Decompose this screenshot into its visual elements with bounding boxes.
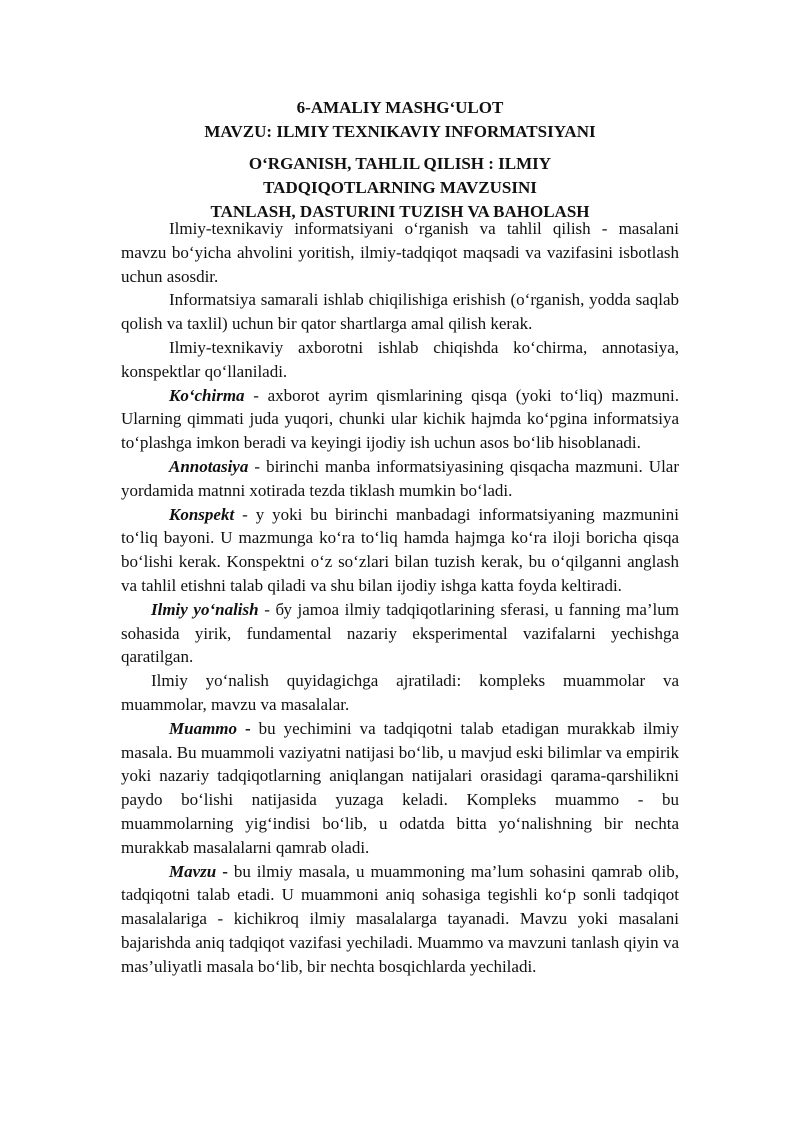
term-mavzu: Mavzu (169, 861, 217, 881)
paragraph-text: Informatsiya samarali ishlab chiqilishiga erishish (o‘rganish, yodda saqlab qolish va taxlil) uchun bir qator shartlarga amal qilish kerak. (121, 290, 679, 334)
topic-title-line-3: TADQIQOTLARNING MAVZUSINI (263, 178, 537, 197)
term-dash: - (234, 504, 256, 524)
paragraph-text: bu yechimini va tadqiqotni talab etadigan murakkab ilmiy masala. Bu muammoli vaziyatni natijasi bo‘lib, u mavjud eski bilimlar va empirik yoki nazariy tadqiqotlarning aniqlangan natijalari orasidagi qarama-qarshilikni paydo bo‘lishi natijasida yuzaga keladi. Kompleks muammo - bu muammolarning yig‘indisi bo‘lib, u odatda bitta yo‘nalishning bir nechta murakkab masalalarni qamrab oladi. (121, 718, 679, 857)
paragraph-text: birinchi manba informatsiyasining qisqacha mazmuni. Ular yordamida matnni xotirada tezda tiklash mumkin bo‘ladi. (121, 456, 679, 500)
paragraph-text: у yoki bu birinchi manbadagi informatsiyaning mazmunini to‘liq bayoni. U mazmunga ko‘ra to‘liq hamda hajmga ko‘ra iloji boricha qisqa bo‘lishi kerak. Konspektni o‘z so‘zlari bilan tuzish kerak, bu o‘qilganni anglash va tahlil etishni talab qiladi va shu bilan ijodiy ishga katta foyda keltiradi. (121, 504, 679, 595)
topic-title-line-1: MAVZU: ILMIY TEXNIKAVIY INFORMATSIYANI (204, 122, 596, 141)
paragraph-text: бу jamoa ilmiy tadqiqotlarining sferasi, u fanning ma’lum sohasida yirik, fundamental nazariy eksperimental vazifalarni yechishga qaratilgan. (121, 599, 680, 667)
paragraph-text: Ilmiy-texnikaviy informatsiyani o‘rganish va tahlil qilish - masalani mavzu bo‘yicha ahvolini yoritish, ilmiy-tadqiqot maqsadi va vazifasini isbotlash uchun asosdir. (121, 219, 679, 286)
paragraph-muammo (121, 717, 679, 860)
term-dash: - (237, 718, 259, 738)
term-dash: - (216, 861, 234, 881)
term-dash: - (258, 599, 276, 619)
paragraph-3 (121, 336, 679, 384)
document-body (121, 217, 679, 979)
paragraph-mavzu (121, 860, 679, 979)
paragraph-kochirma (121, 384, 679, 455)
paragraph-annotasiya (121, 455, 679, 503)
paragraph-ilmiy-yonalish (121, 598, 679, 669)
paragraph-8 (121, 669, 679, 717)
lesson-title: 6-AMALIY MASHG‘ULOT (296, 98, 504, 117)
paragraph-text: Ilmiy yo‘nalish quyidagichga ajratiladi: kompleks muammolar va muammolar, mavzu va masalalar. (121, 671, 679, 714)
term-konspekt: Konspekt (169, 504, 235, 524)
paragraph-2 (121, 288, 679, 336)
term-dash: - (244, 385, 268, 405)
document-title-block (120, 96, 680, 224)
term-kochirma: Ko‘chirma (169, 385, 245, 405)
topic-title-line-4: TANLASH, DASTURINI TUZISH VA BAHOLASH (210, 202, 590, 221)
paragraph-konspekt (121, 503, 679, 598)
term-muammo: Muammo (169, 718, 238, 738)
term-ilmiy-yonalish: Ilmiy yo‘nalish (151, 599, 259, 619)
paragraph-text: bu ilmiy masala, u muammoning ma’lum sohasini qamrab olib, tadqiqotni talab etadi. U muammoni aniq sohasiga tegishli ko‘p sonli tadqiqot masalalariga - kichikroq ilmiy masalalarga tayanadi. Mavzu yoki masalani bajarishda aniq tadqiqot vazifasi yechiladi. Muammo va mavzuni tanlash qiyin va mas’uliyatli masala bo‘lib, bir nechta bosqichlarda yechiladi. (121, 861, 679, 976)
paragraph-1 (121, 217, 679, 288)
paragraph-text: axborot ayrim qismlarining qisqa (yoki to‘liq) mazmuni. Ularning qimmati juda yuqori, chunki ular kichik hajmda ko‘pgina informatsiya to‘plashga imkon beradi va keyingi ijodiy ish uchun asos bo‘lib hisoblanadi. (121, 385, 679, 453)
term-dash: - (248, 456, 267, 476)
paragraph-text: Ilmiy-texnikaviy axborotni ishlab chiqishda ko‘chirma, annotasiya, konspektlar qo‘llaniladi. (121, 337, 679, 381)
term-annotasiya: Annotasiya (169, 456, 249, 476)
topic-title-line-2: O‘RGANISH, TAHLIL QILISH : ILMIY (248, 154, 552, 173)
